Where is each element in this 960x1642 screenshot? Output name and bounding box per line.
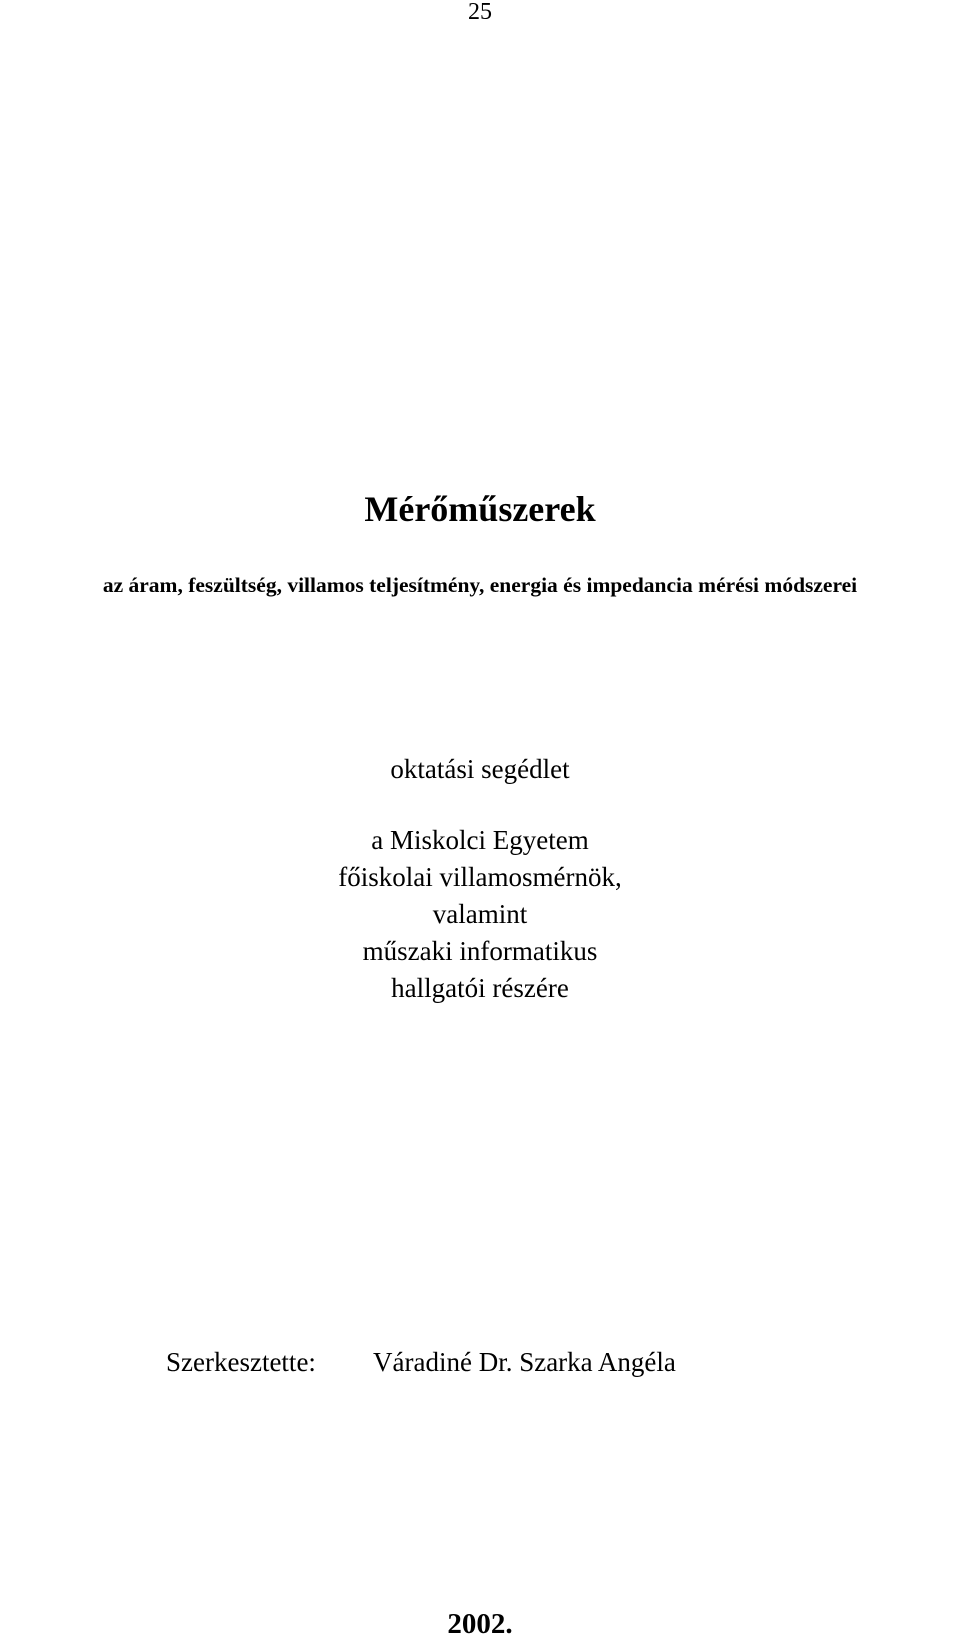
editor-line: [166, 1345, 676, 1379]
publication-year: 2002.: [447, 1608, 513, 1640]
audience-line: a Miskolci Egyetem: [371, 825, 589, 855]
editor-label: Szerkesztette:: [166, 1347, 316, 1377]
audience-line: főiskolai villamosmérnök,: [338, 862, 622, 892]
audience-line: valamint: [432, 899, 528, 929]
document-title: Mérőműszerek: [364, 489, 596, 529]
editor-name: Váradiné Dr. Szarka Angéla: [373, 1347, 676, 1377]
audience-line: hallgatói részére: [391, 973, 569, 1003]
document-type: oktatási segédlet: [390, 754, 570, 784]
document-subtitle: az áram, feszültség, villamos teljesítmény, energia és impedancia mérési módszerei: [102, 573, 858, 597]
page-number: 25: [468, 0, 492, 25]
audience-block: [0, 822, 960, 1007]
audience-line: műszaki informatikus: [362, 936, 598, 966]
